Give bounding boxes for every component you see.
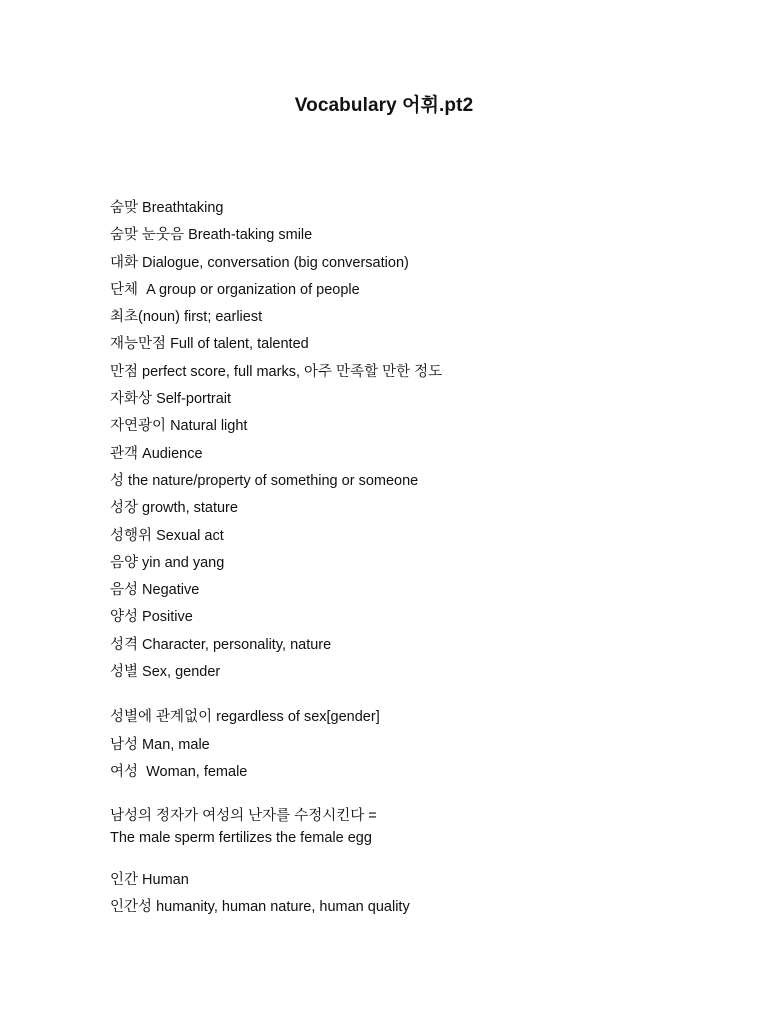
vocab-entry <box>110 443 730 470</box>
sentence-korean: 남성의 정자가 여성의 난자를 수정시킨다 = <box>110 808 377 824</box>
vocab-entry <box>110 661 730 688</box>
example-sentence <box>110 805 377 849</box>
english-definition: (noun) first; earliest <box>138 309 263 326</box>
english-definition: Full of talent, talented <box>170 336 309 353</box>
korean-term: 자연광이 <box>110 418 167 435</box>
english-definition: Dialogue, conversation (big conversation) <box>142 254 409 271</box>
korean-term: 최초 <box>110 309 139 326</box>
korean-term: 단체 <box>110 281 139 298</box>
sentence-english: The male sperm fertilizes the female egg <box>110 830 372 846</box>
english-definition: A group or organization of people <box>142 281 360 298</box>
vocab-entry <box>110 224 730 251</box>
vocab-entry <box>110 734 730 761</box>
vocab-entry <box>110 470 730 497</box>
korean-term: 성 <box>110 472 125 489</box>
vocab-entry <box>110 634 730 661</box>
english-definition: Human <box>142 872 189 888</box>
korean-term: 대화 <box>110 254 139 271</box>
vocab-entry <box>110 706 730 733</box>
korean-term: 남성 <box>110 736 139 753</box>
korean-term: 양성 <box>110 609 139 626</box>
vocabulary-list <box>110 197 730 788</box>
vocab-entry <box>110 579 730 606</box>
vocab-entry <box>110 606 730 633</box>
korean-term: 음양 <box>110 554 139 571</box>
english-definition: Positive <box>142 609 193 626</box>
english-definition: Natural light <box>170 418 248 435</box>
korean-term: 성행위 <box>110 527 153 544</box>
english-definition: Sex, gender <box>142 664 221 681</box>
english-definition: Man, male <box>142 736 210 753</box>
vocab-entry <box>110 869 410 896</box>
korean-term: 성별 <box>110 664 139 681</box>
vocab-entry <box>110 333 730 360</box>
korean-term: 자화상 <box>110 391 153 408</box>
english-definition: growth, stature <box>142 500 238 517</box>
korean-term: 인간 <box>110 872 139 888</box>
english-definition: Breathtaking <box>142 200 224 216</box>
english-definition: perfect score, full marks, 아주 만족할 만한 정도 <box>142 363 443 380</box>
korean-term: 음성 <box>110 582 139 599</box>
vocab-entry <box>110 197 730 224</box>
korean-term: 관객 <box>110 445 139 462</box>
korean-term: 숨맞 눈웃음 <box>110 227 185 244</box>
english-definition: humanity, human nature, human quality <box>156 899 410 916</box>
vocab-entry <box>110 388 730 415</box>
english-definition: Sexual act <box>156 527 224 544</box>
english-definition: regardless of sex[gender] <box>216 709 380 726</box>
vocabulary-list-2 <box>110 869 410 924</box>
vocab-entry <box>110 306 730 333</box>
korean-term: 성격 <box>110 636 139 653</box>
korean-term: 성별에 관계없이 <box>110 709 213 726</box>
vocab-entry <box>110 896 410 923</box>
vocab-entry <box>110 552 730 579</box>
english-definition: Breath-taking smile <box>188 227 313 244</box>
korean-term: 재능만점 <box>110 336 167 353</box>
english-definition: Woman, female <box>142 763 248 780</box>
english-definition: the nature/property of something or someone <box>128 472 419 489</box>
vocab-entry <box>110 761 730 788</box>
english-definition: Audience <box>142 445 203 462</box>
korean-term: 숨맞 <box>110 200 139 216</box>
vocab-entry <box>110 525 730 552</box>
korean-term: 만점 <box>110 363 139 380</box>
english-definition: Self-portrait <box>156 391 232 408</box>
english-definition: Negative <box>142 582 200 599</box>
korean-term: 여성 <box>110 763 139 780</box>
english-definition: Character, personality, nature <box>142 636 332 653</box>
korean-term: 성장 <box>110 500 139 517</box>
page-title: Vocabulary 어휘.pt2 <box>294 95 474 116</box>
vocab-entry <box>110 279 730 306</box>
korean-term: 인간성 <box>110 899 153 916</box>
vocab-entry <box>110 415 730 442</box>
vocab-entry <box>110 497 730 524</box>
english-definition: yin and yang <box>142 554 225 571</box>
vocab-entry <box>110 252 730 279</box>
vocab-entry <box>110 361 730 388</box>
